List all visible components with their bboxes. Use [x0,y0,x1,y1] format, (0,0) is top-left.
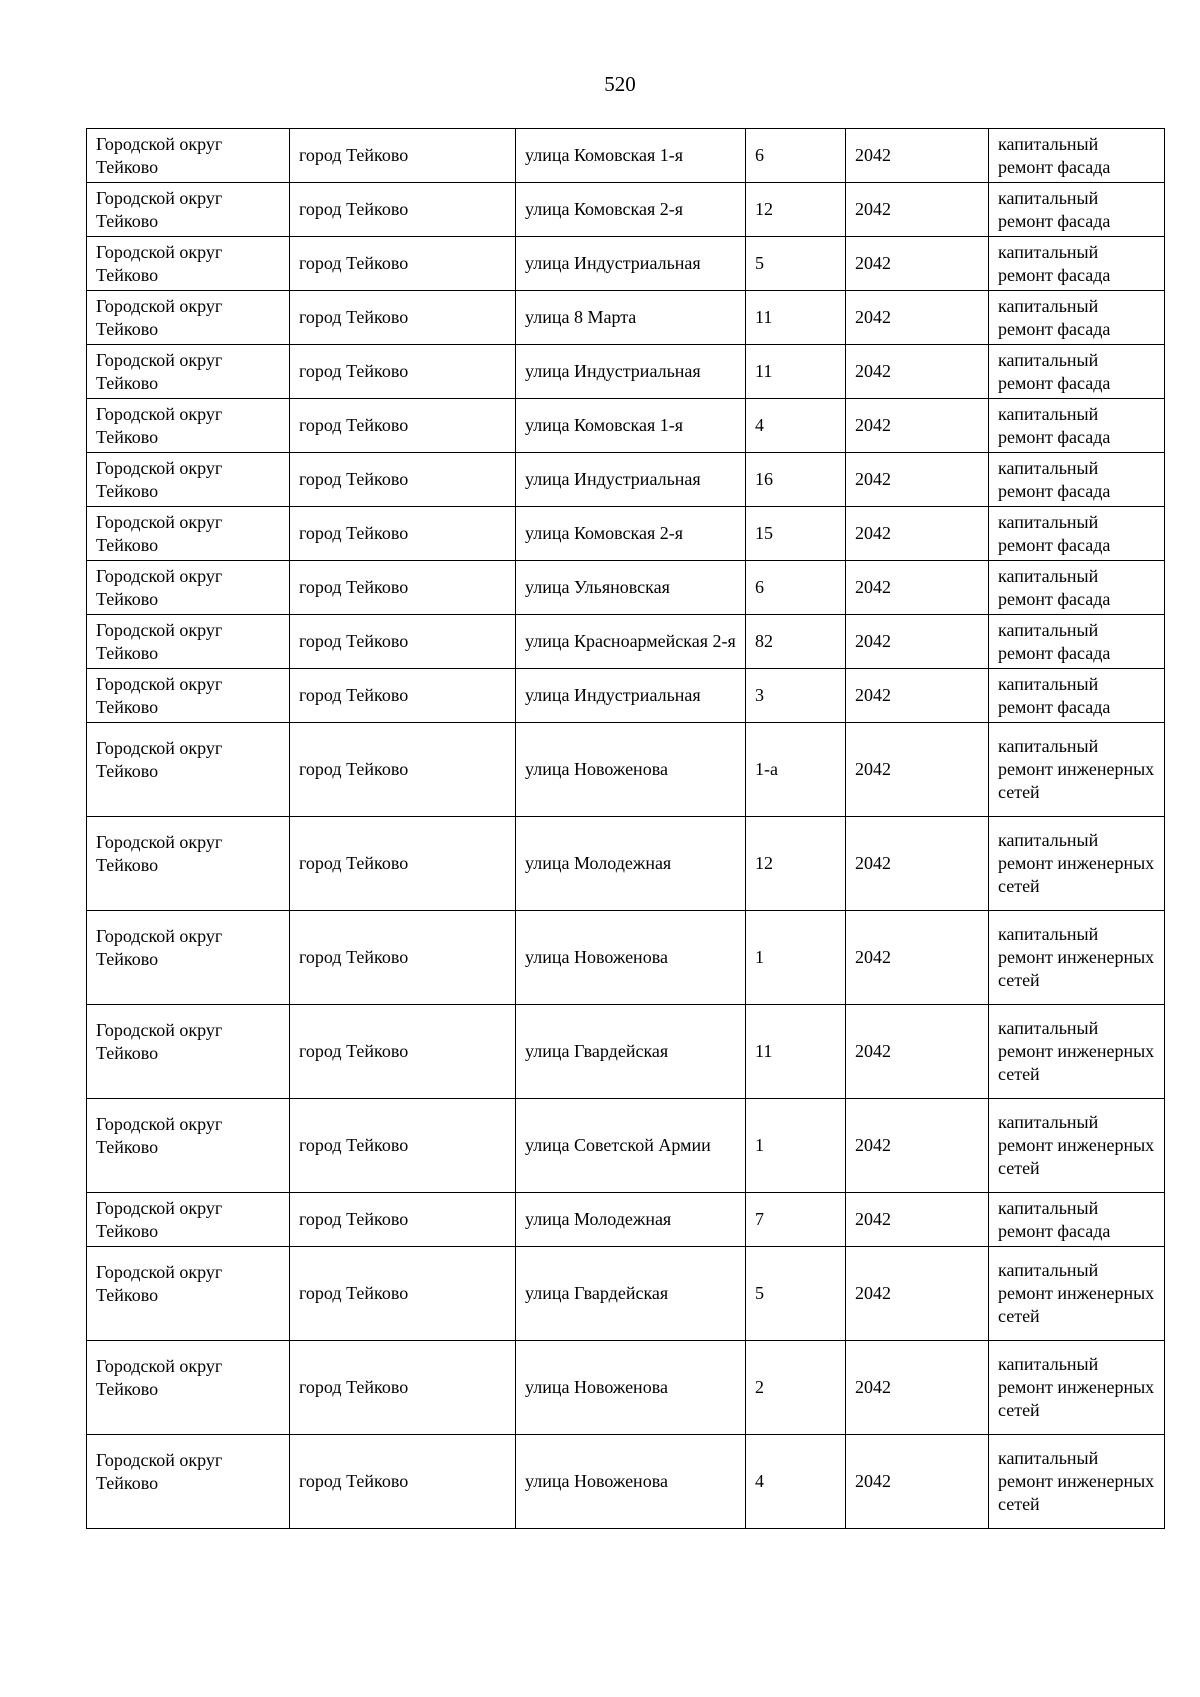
city-cell [290,453,516,507]
work-type-cell-text: капитальный ремонт инженерных сетей [998,1018,1155,1084]
page-number: 520 [604,72,636,96]
city-cell [290,129,516,183]
house-number-cell-text: 1-а [755,759,778,779]
year-cell-text: 2042 [855,759,891,779]
city-cell-text: город Тейково [299,253,409,273]
house-number-cell-text: 5 [755,1283,764,1303]
table-row [87,1193,1165,1247]
city-cell-text: город Тейково [299,947,409,967]
city-cell-text: город Тейково [299,685,409,705]
city-cell [290,911,516,1005]
work-type-cell [989,1193,1165,1247]
work-type-cell-text: капитальный ремонт инженерных сетей [998,924,1155,990]
year-cell-text: 2042 [855,1283,891,1303]
street-cell-text: улица Комовская 2-я [525,199,684,219]
house-number-cell-text: 4 [755,415,764,435]
table-row [87,399,1165,453]
house-number-cell [746,723,846,817]
house-number-cell [746,1099,846,1193]
house-number-cell-text: 11 [755,361,773,381]
year-cell [846,1435,989,1529]
district-cell-text: Городской округ Тейково [96,737,223,781]
house-number-cell-text: 4 [755,1471,764,1491]
table-row [87,1247,1165,1341]
table-row [87,129,1165,183]
year-cell-text: 2042 [855,1377,891,1397]
street-cell [516,1247,746,1341]
city-cell-text: город Тейково [299,361,409,381]
house-number-cell [746,669,846,723]
work-type-cell [989,615,1165,669]
house-number-cell [746,291,846,345]
city-cell-text: город Тейково [299,199,409,219]
city-cell-text: город Тейково [299,145,409,165]
district-cell [87,561,290,615]
year-cell-text: 2042 [855,523,891,543]
district-cell-text: Городской округ Тейково [96,1197,223,1241]
year-cell [846,507,989,561]
district-cell-text: Городской округ Тейково [96,349,223,393]
city-cell [290,1193,516,1247]
city-cell [290,723,516,817]
year-cell-text: 2042 [855,1135,891,1155]
work-type-cell-text: капитальный ремонт инженерных сетей [998,1112,1155,1178]
house-number-cell-text: 11 [755,307,773,327]
work-type-cell-text: капитальный ремонт фасада [998,349,1111,393]
street-cell [516,817,746,911]
table-row [87,507,1165,561]
street-cell-text: улица Гвардейская [525,1041,669,1061]
city-cell-text: город Тейково [299,415,409,435]
house-number-cell [746,507,846,561]
street-cell-text: улица Красноармейская 2-я [525,631,736,651]
house-number-cell [746,911,846,1005]
street-cell-text: улица Индустриальная [525,253,701,273]
district-cell [87,129,290,183]
year-cell [846,1099,989,1193]
house-number-cell [746,561,846,615]
street-cell-text: улица Молодежная [525,853,672,873]
work-type-cell [989,1099,1165,1193]
house-number-cell-text: 82 [755,631,773,651]
district-cell [87,1247,290,1341]
house-number-cell [746,237,846,291]
street-cell [516,723,746,817]
street-cell [516,615,746,669]
year-cell [846,291,989,345]
city-cell-text: город Тейково [299,1471,409,1491]
work-type-cell-text: капитальный ремонт фасада [998,133,1111,177]
street-cell-text: улица Гвардейская [525,1283,669,1303]
house-number-cell-text: 6 [755,145,764,165]
district-cell-text: Городской округ Тейково [96,619,223,663]
street-cell [516,399,746,453]
house-number-cell-text: 6 [755,577,764,597]
table-row [87,183,1165,237]
table-row [87,453,1165,507]
city-cell-text: город Тейково [299,1209,409,1229]
table-row [87,1435,1165,1529]
city-cell-text: город Тейково [299,631,409,651]
work-type-cell [989,183,1165,237]
house-number-cell-text: 12 [755,853,773,873]
year-cell-text: 2042 [855,1041,891,1061]
year-cell-text: 2042 [855,199,891,219]
house-number-cell-text: 1 [755,947,764,967]
house-number-cell [746,453,846,507]
work-type-cell [989,669,1165,723]
city-cell [290,183,516,237]
work-type-cell [989,237,1165,291]
house-number-cell [746,817,846,911]
street-cell [516,345,746,399]
district-cell-text: Городской округ Тейково [96,1355,223,1399]
year-cell-text: 2042 [855,685,891,705]
district-cell [87,237,290,291]
house-number-cell [746,1005,846,1099]
street-cell-text: улица Комовская 1-я [525,415,684,435]
table-row [87,237,1165,291]
house-number-cell-text: 11 [755,1041,773,1061]
work-type-cell-text: капитальный ремонт фасада [998,457,1111,501]
district-cell-text: Городской округ Тейково [96,831,223,875]
year-cell-text: 2042 [855,361,891,381]
table-row [87,1341,1165,1435]
year-cell-text: 2042 [855,1209,891,1229]
house-number-cell [746,615,846,669]
city-cell-text: город Тейково [299,523,409,543]
house-number-cell-text: 12 [755,199,773,219]
district-cell [87,291,290,345]
district-cell [87,669,290,723]
year-cell [846,615,989,669]
work-type-cell-text: капитальный ремонт инженерных сетей [998,1354,1155,1420]
district-cell [87,817,290,911]
district-cell-text: Городской округ Тейково [96,1449,223,1493]
district-cell [87,723,290,817]
house-number-cell [746,1341,846,1435]
work-type-cell [989,723,1165,817]
year-cell [846,1193,989,1247]
district-cell [87,1435,290,1529]
city-cell-text: город Тейково [299,853,409,873]
work-type-cell-text: капитальный ремонт фасада [998,403,1111,447]
street-cell-text: улица Индустриальная [525,469,701,489]
year-cell-text: 2042 [855,853,891,873]
work-type-cell-text: капитальный ремонт фасада [998,241,1111,285]
city-cell-text: город Тейково [299,469,409,489]
street-cell-text: улица Комовская 1-я [525,145,684,165]
district-cell [87,1341,290,1435]
street-cell [516,561,746,615]
year-cell [846,237,989,291]
year-cell [846,129,989,183]
street-cell [516,1193,746,1247]
work-type-cell [989,1341,1165,1435]
city-cell-text: город Тейково [299,1135,409,1155]
year-cell [846,399,989,453]
district-cell-text: Городской округ Тейково [96,403,223,447]
street-cell [516,1341,746,1435]
district-cell-text: Городской округ Тейково [96,925,223,969]
year-cell-text: 2042 [855,307,891,327]
city-cell [290,1099,516,1193]
street-cell-text: улица 8 Марта [525,307,637,327]
house-number-cell-text: 5 [755,253,764,273]
district-cell-text: Городской округ Тейково [96,133,223,177]
table-row [87,615,1165,669]
street-cell-text: улица Молодежная [525,1209,672,1229]
work-type-cell-text: капитальный ремонт фасада [998,511,1111,555]
street-cell-text: улица Новоженова [525,947,668,967]
house-number-cell [746,399,846,453]
street-cell-text: улица Новоженова [525,1471,668,1491]
year-cell [846,817,989,911]
year-cell [846,1247,989,1341]
house-number-cell [746,1247,846,1341]
year-cell-text: 2042 [855,1471,891,1491]
house-number-cell-text: 16 [755,469,773,489]
city-cell [290,1247,516,1341]
year-cell [846,669,989,723]
street-cell [516,129,746,183]
street-cell-text: улица Комовская 2-я [525,523,684,543]
year-cell [846,453,989,507]
street-cell [516,911,746,1005]
district-cell [87,615,290,669]
district-cell-text: Городской округ Тейково [96,295,223,339]
work-type-cell [989,453,1165,507]
street-cell [516,183,746,237]
city-cell [290,1341,516,1435]
year-cell-text: 2042 [855,469,891,489]
year-cell [846,723,989,817]
work-type-cell-text: капитальный ремонт фасада [998,295,1111,339]
street-cell-text: улица Ульяновская [525,577,670,597]
work-type-cell-text: капитальный ремонт фасада [998,1197,1111,1241]
table-body [87,129,1165,1529]
city-cell-text: город Тейково [299,1041,409,1061]
city-cell [290,345,516,399]
work-type-cell [989,399,1165,453]
table-row [87,669,1165,723]
house-number-cell-text: 1 [755,1135,764,1155]
work-type-cell [989,345,1165,399]
district-cell-text: Городской округ Тейково [96,1261,223,1305]
table-row [87,345,1165,399]
city-cell [290,399,516,453]
city-cell [290,561,516,615]
year-cell [846,1341,989,1435]
district-cell [87,453,290,507]
year-cell [846,183,989,237]
work-type-cell-text: капитальный ремонт фасада [998,187,1111,231]
city-cell-text: город Тейково [299,1377,409,1397]
work-type-cell [989,561,1165,615]
repair-schedule-table [86,128,1165,1529]
district-cell-text: Городской округ Тейково [96,511,223,555]
city-cell-text: город Тейково [299,577,409,597]
house-number-cell-text: 7 [755,1209,764,1229]
table-row [87,291,1165,345]
work-type-cell [989,1247,1165,1341]
city-cell [290,507,516,561]
work-type-cell-text: капитальный ремонт фасада [998,673,1111,717]
street-cell-text: улица Новоженова [525,1377,668,1397]
district-cell-text: Городской округ Тейково [96,241,223,285]
street-cell [516,291,746,345]
work-type-cell [989,291,1165,345]
house-number-cell [746,129,846,183]
district-cell [87,911,290,1005]
table-row [87,1005,1165,1099]
work-type-cell-text: капитальный ремонт инженерных сетей [998,830,1155,896]
house-number-cell [746,1193,846,1247]
work-type-cell-text: капитальный ремонт фасада [998,619,1111,663]
street-cell [516,453,746,507]
work-type-cell-text: капитальный ремонт инженерных сетей [998,736,1155,802]
city-cell [290,817,516,911]
street-cell [516,507,746,561]
house-number-cell-text: 15 [755,523,773,543]
year-cell-text: 2042 [855,947,891,967]
year-cell-text: 2042 [855,253,891,273]
district-cell-text: Городской округ Тейково [96,1113,223,1157]
district-cell [87,1193,290,1247]
street-cell-text: улица Советской Армии [525,1135,711,1155]
city-cell [290,237,516,291]
year-cell-text: 2042 [855,577,891,597]
district-cell [87,345,290,399]
work-type-cell [989,507,1165,561]
city-cell-text: город Тейково [299,307,409,327]
district-cell-text: Городской округ Тейково [96,673,223,717]
district-cell [87,507,290,561]
work-type-cell [989,817,1165,911]
work-type-cell-text: капитальный ремонт инженерных сетей [998,1260,1155,1326]
year-cell [846,345,989,399]
street-cell [516,1435,746,1529]
year-cell-text: 2042 [855,415,891,435]
table-row [87,911,1165,1005]
street-cell [516,1099,746,1193]
work-type-cell [989,1005,1165,1099]
table-row [87,1099,1165,1193]
city-cell [290,1435,516,1529]
house-number-cell [746,1435,846,1529]
table-row [87,723,1165,817]
year-cell [846,561,989,615]
work-type-cell-text: капитальный ремонт фасада [998,565,1111,609]
house-number-cell [746,345,846,399]
year-cell [846,911,989,1005]
city-cell [290,669,516,723]
work-type-cell [989,129,1165,183]
city-cell-text: город Тейково [299,1283,409,1303]
street-cell [516,669,746,723]
city-cell-text: город Тейково [299,759,409,779]
district-cell-text: Городской округ Тейково [96,565,223,609]
house-number-cell-text: 3 [755,685,764,705]
table-row [87,561,1165,615]
street-cell-text: улица Индустриальная [525,361,701,381]
district-cell [87,399,290,453]
year-cell-text: 2042 [855,631,891,651]
city-cell [290,291,516,345]
street-cell-text: улица Индустриальная [525,685,701,705]
house-number-cell [746,183,846,237]
city-cell [290,615,516,669]
year-cell [846,1005,989,1099]
year-cell-text: 2042 [855,145,891,165]
street-cell-text: улица Новоженова [525,759,668,779]
work-type-cell [989,1435,1165,1529]
street-cell [516,237,746,291]
district-cell-text: Городской округ Тейково [96,457,223,501]
district-cell [87,183,290,237]
house-number-cell-text: 2 [755,1377,764,1397]
table-row [87,817,1165,911]
work-type-cell [989,911,1165,1005]
district-cell-text: Городской округ Тейково [96,1019,223,1063]
city-cell [290,1005,516,1099]
work-type-cell-text: капитальный ремонт инженерных сетей [998,1448,1155,1514]
district-cell [87,1099,290,1193]
district-cell [87,1005,290,1099]
street-cell [516,1005,746,1099]
district-cell-text: Городской округ Тейково [96,187,223,231]
